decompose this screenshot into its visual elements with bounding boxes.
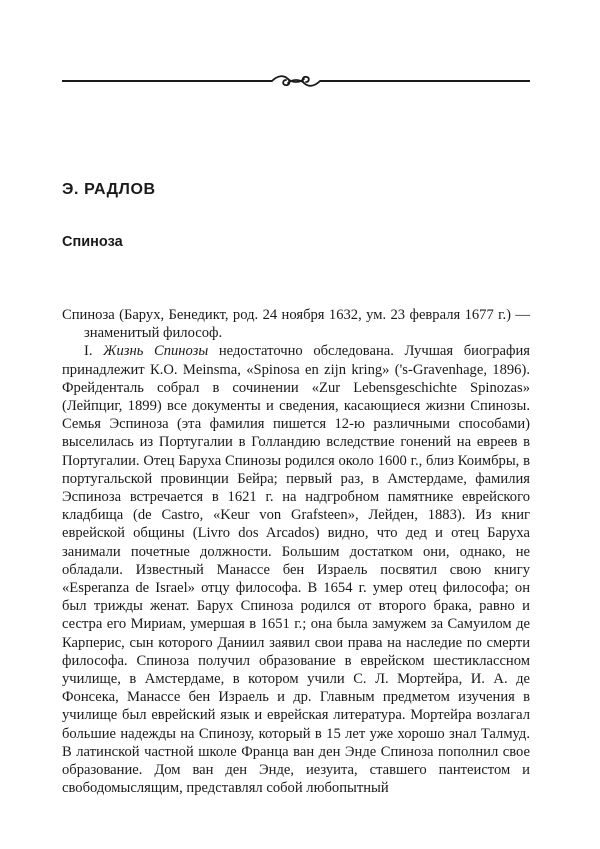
body-paragraph-text: недостаточно обследована. Лучшая биография принадлежит К.О. Meinsma, «Spinosa en zijn kring» ('s-Gravenhage, 1896). Фрейденталь собрал в сочинении «Zur Lebensgeschichte Spinozas» (Лейпциг, 1899) все документы и сведения, касающиеся жизни Спинозы. Семья Эспиноза (эта фамилия пишется 12-ю различными способами) выселилась из Португалии в Голландию вследствие гонений на евреев в Португалии. Отец Баруха Спинозы родился около 1600 г., близ Коимбры, в португальской провинции Бейра; первый раз, в Амстердаме, фамилия Эспиноза встречается в 1621 г. на надгробном памятнике еврейского кладбища (de Castro, «Keur von Grafsteen», Лейден, 1883). Из книг еврейской общины (Livro dos Arcados) видно, что дед и отец Баруха занимали почетные должности. Большим достатком они, однако, не обладали. Известный Манассе бен Израель посвятил свою книгу «Esperanza de Israel» отцу философа. В 1654 г. умер отец философа; он был трижды женат. Барух Спиноза родился от второго брака, равно и сестра его Мириам, умершая в 1651 г.; она была замужем за Самуилом де Карперис, сын которого Даниил заявил свои права на наследие по смерти философа. Спиноза получил образование в еврейском шестиклассном училище, в Амстердаме, в котором учили С. Л. Мортейра, И. А. де Фонсека, Манассе бен Израель и др. Главным предметом изучения в училище был еврейский язык и еврейская литература. Мортейра возлагал большие надежды на Спинозу, который в 15 лет уже хорошо знал Талмуд. В латинской частной школе Франца ван ден Энде Спиноза пополнил свое образование. Дом ван ден Энде, иезуита, ставшего пантеистом и свободомыслящим, представлял собой любопытный <box>62 343 530 797</box>
section-number: I. <box>84 343 93 360</box>
article-body <box>62 306 530 797</box>
article-title: Спиноза <box>62 234 123 250</box>
body-paragraph-life <box>62 342 530 797</box>
rule-line-right <box>320 80 530 82</box>
header-ornament-rule <box>62 66 530 96</box>
rule-line-left <box>62 80 272 82</box>
body-paragraph-intro: Спиноза (Барух, Бенедикт, род. 24 ноября 1632, ум. 23 февраля 1677 г.) — знаменитый философ. <box>62 307 530 342</box>
author-heading: Э. РАДЛОВ <box>62 181 156 198</box>
section-heading-italic: Жизнь Спинозы <box>103 343 209 360</box>
flourish-ornament-icon <box>268 66 324 96</box>
